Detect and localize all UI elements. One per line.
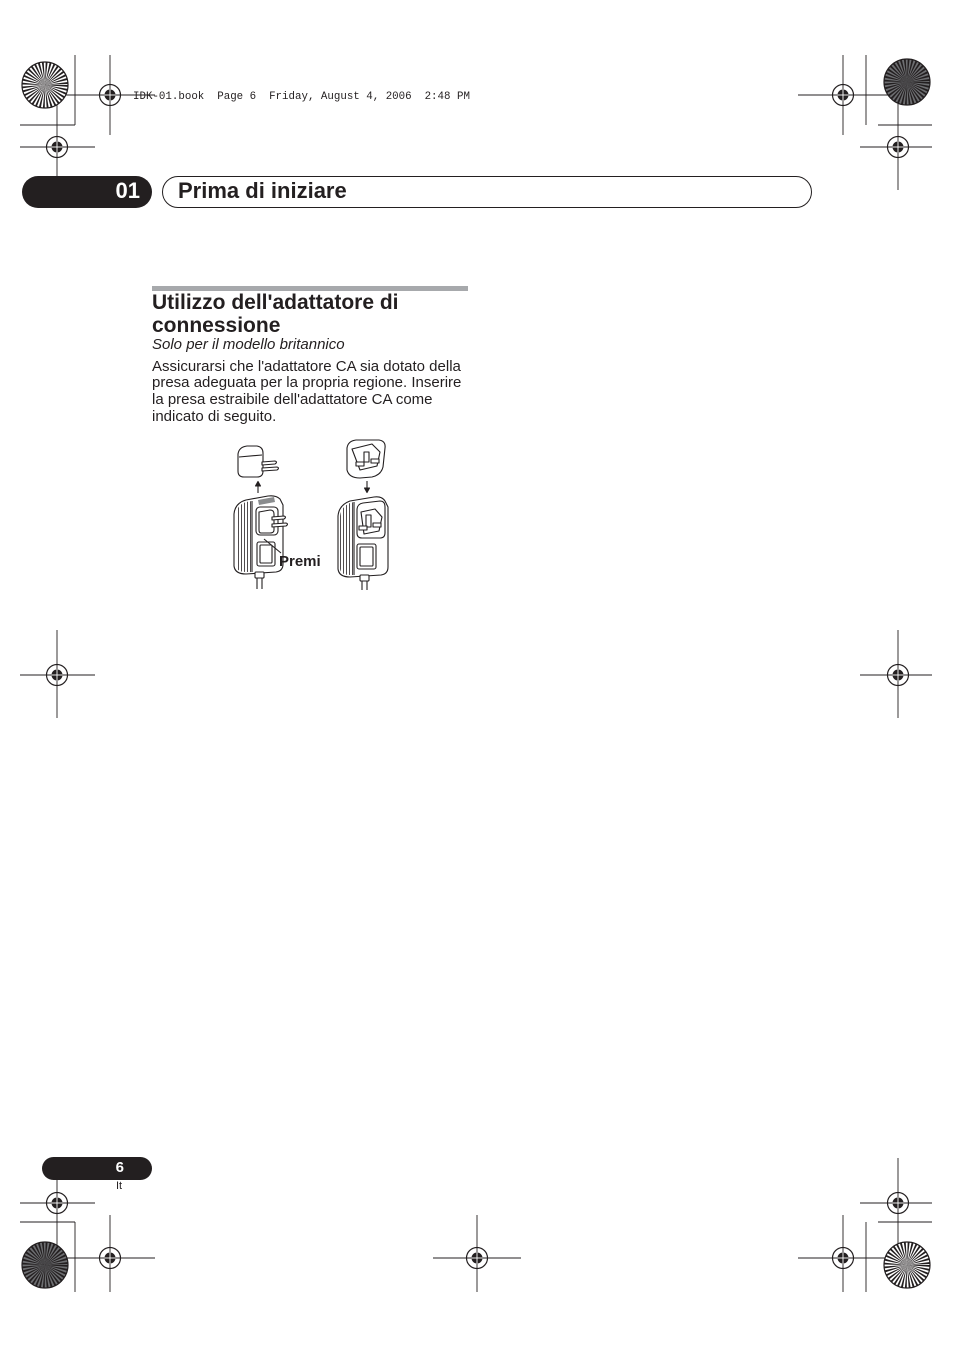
eu-plug-pin — [272, 516, 286, 520]
print-slug: IDK-01.book Page 6 Friday, August 4, 2006 2:48 PM — [133, 91, 470, 103]
registration-target-icon — [433, 1215, 521, 1292]
chapter-number: 01 — [115, 178, 140, 203]
chapter-title-box — [162, 176, 812, 208]
chapter-title: Prima di iniziare — [178, 178, 347, 203]
registration-target-icon — [65, 1215, 155, 1292]
starburst-target-icon — [22, 1242, 68, 1288]
registration-target-icon — [798, 55, 888, 135]
starburst-target-icon — [884, 1242, 930, 1288]
ac-adapter-eu-icon — [234, 496, 288, 589]
section-heading: Utilizzo dell'adattatore di connessione — [152, 291, 399, 337]
language-code: It — [116, 1180, 123, 1192]
registration-target-icon — [860, 630, 932, 718]
registration-target-icon — [860, 103, 932, 190]
section-body: Assicurarsi che l'adattatore CA sia dotato della presa adeguata per la propria regione. Inserire la presa estraibile dell'adattatore CA come indicato di seguito. — [152, 357, 462, 425]
adapter-side-hatching — [236, 501, 252, 572]
adapter-side-hatching — [340, 502, 354, 575]
uk-plug-icon — [347, 440, 385, 478]
cord-strain-relief — [255, 572, 264, 578]
model-note: Solo per il modello britannico — [152, 336, 345, 353]
starburst-target-icon — [22, 62, 68, 108]
uk-plug-pin — [356, 462, 364, 466]
adapter-illustration — [234, 440, 388, 590]
eu-plug-body — [238, 446, 263, 477]
ac-adapter-uk-icon — [338, 497, 388, 590]
registration-target-icon — [798, 1215, 888, 1292]
eu-plug-icon — [238, 446, 279, 477]
uk-plug-pin — [359, 526, 367, 530]
starburst-target-icon — [884, 59, 930, 105]
arrow-up-icon — [256, 482, 261, 494]
registration-target-icon — [20, 630, 95, 718]
uk-plug-pin — [371, 459, 379, 463]
inserted-eu-plug — [259, 510, 274, 533]
page-number: 6 — [115, 1159, 124, 1176]
uk-plug-pin — [364, 452, 369, 462]
eu-plug-pin — [262, 461, 277, 465]
page-number-tab — [42, 1157, 152, 1180]
cord-strain-relief — [360, 575, 369, 581]
arrow-down-icon — [365, 481, 370, 493]
chapter-number-tab — [22, 176, 152, 208]
eu-plug-pin — [262, 467, 279, 471]
uk-plug-pin — [373, 523, 381, 527]
callout-label-premi: Premi — [279, 553, 321, 570]
uk-plug-pin — [366, 515, 371, 527]
crop-marks — [20, 55, 932, 1292]
registration-marks — [20, 55, 932, 1292]
registration-target-icon — [860, 1158, 932, 1245]
eu-plug-pin — [272, 523, 288, 527]
